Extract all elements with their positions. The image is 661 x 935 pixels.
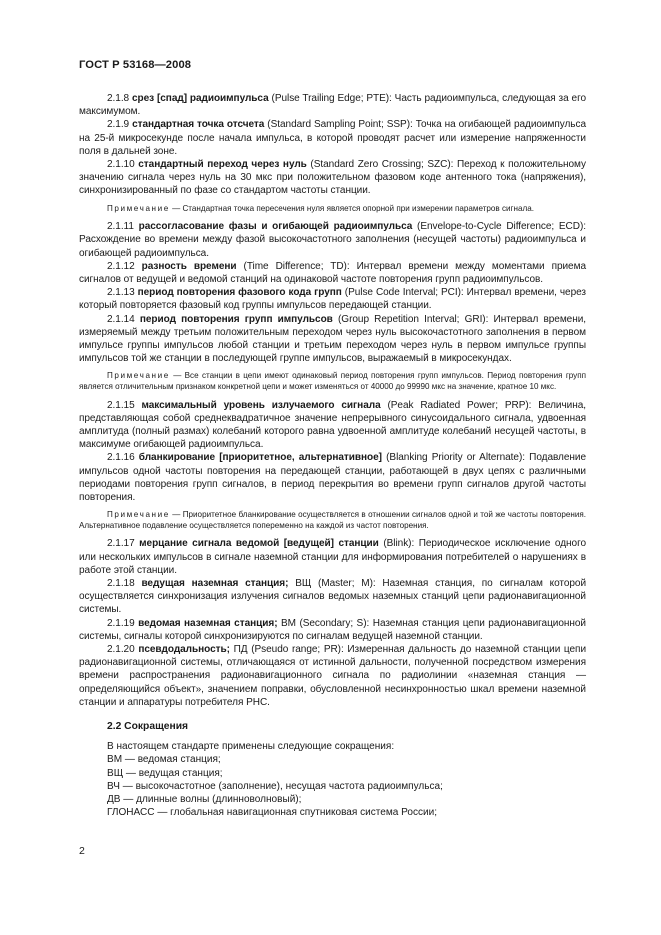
clause-2-1-12 bbox=[79, 260, 586, 286]
abbreviation-item: ВЧ — высокочастотное (заполнение), несущая частота радиоимпульса; bbox=[107, 780, 443, 792]
clause-number: 2.1.16 bbox=[107, 452, 139, 464]
clause-term: рассогласование фазы и огибающей радиоимпульса bbox=[138, 221, 413, 233]
clause-number: 2.1.10 bbox=[107, 159, 139, 171]
clause-2-1-8 bbox=[79, 92, 586, 118]
clause-term: стандартная точка отсчета bbox=[132, 119, 265, 131]
clause-number: 2.1.20 bbox=[107, 644, 139, 656]
clause-term: бланкирование [приоритетное, альтернативное] bbox=[138, 452, 382, 464]
clause-2-1-20 bbox=[79, 643, 586, 709]
clause-number: 2.1.9 bbox=[107, 119, 133, 131]
note-text: — Приоритетное бланкирование осуществляется в отношении сигналов одной и той же частоты повторения. Альтернативное подавление осуществляется попеременно на каждой из частот повторения. bbox=[79, 510, 586, 530]
clause-2-1-9 bbox=[79, 118, 586, 158]
clause-term: псевдодальность; bbox=[138, 644, 230, 656]
section-heading-abbreviations: 2.2 Сокращения bbox=[107, 721, 189, 733]
clause-term: ведомая наземная станция; bbox=[138, 617, 278, 629]
note-group-repetition bbox=[79, 371, 586, 392]
clause-number: 2.1.13 bbox=[107, 287, 138, 299]
clause-number: 2.1.17 bbox=[107, 538, 140, 550]
page-number: 2 bbox=[79, 845, 85, 857]
clause-term: период повторения фазового кода групп bbox=[137, 287, 342, 299]
clause-2-1-14 bbox=[79, 313, 586, 366]
clause-number: 2.1.11 bbox=[107, 221, 139, 233]
clause-text: (Standard Zero Crossing; SZC): Переход к положительному значению сигнала через нуль на 30 мкс при положительном фазовом коде антенного тока (напряжения), синхронизированный по фазе со стандартом частоты станции. bbox=[79, 159, 587, 197]
clause-number: 2.1.19 bbox=[107, 617, 139, 629]
clause-text: (Group Repetition Interval; GRI): Интервал времени, измеряемый между третьим положительным переходом через нуль высокочастотного заполнения в первом импульсе группы импульсов любой станции и третьим переходом через нуль в первом импульсе группы импульсов той же станции в последующей группе импульсов, выражаемый в микросекундах. bbox=[79, 313, 587, 365]
clause-2-1-15 bbox=[79, 399, 586, 452]
clause-term: стандартный переход через нуль bbox=[138, 159, 307, 171]
document-body bbox=[79, 92, 586, 819]
clause-number: 2.1.12 bbox=[107, 260, 142, 272]
abbreviation-item: ГЛОНАСС — глобальная навигационная спутниковая система России; bbox=[107, 807, 438, 819]
clause-text: (Peak Radiated Power; PRP): Величина, представляющая собой среднеквадратичное значение непрерывного синусоидального сигнала, удвоенная амплитуда (полный размах) колебаний которого равна удвоенной амплитуде колебаний несущей частоты, в максимуме огибающей радиоимпульса. bbox=[79, 399, 586, 451]
clause-number: 2.1.18 bbox=[107, 578, 142, 590]
clause-term: период повторения групп импульсов bbox=[139, 313, 333, 325]
note-zero-crossing bbox=[79, 204, 586, 215]
clause-2-1-19 bbox=[79, 617, 586, 643]
note-label: Примечание bbox=[107, 510, 170, 520]
clause-term: срез [спад] радиоимпульса bbox=[131, 93, 269, 104]
clause-text: ВМ (Secondary; S): Наземная станция цепи радионавигационной системы, сигналы которой синхронизируются по сигналам ведущей наземной станции. bbox=[79, 617, 586, 642]
note-text: — Стандартная точка пересечения нуля является опорной при измерении параметров сигнала. bbox=[169, 203, 534, 213]
abbreviation-item: ВЩ — ведущая станция; bbox=[107, 767, 223, 779]
clause-number: 2.1.8 bbox=[107, 93, 132, 104]
clause-2-1-18 bbox=[79, 577, 586, 617]
abbreviation-item: ВМ — ведомая станция; bbox=[107, 754, 221, 766]
clause-text: (Envelope-to-Cycle Difference; ECD): Расхождение во времени между фазой высокочастотного заполнения (несущей частоты) радиоимпульса и огибающей радиоимпульса. bbox=[79, 221, 586, 259]
document-header: ГОСТ Р 53168—2008 bbox=[79, 59, 192, 71]
clause-text: (Blink): Периодическое исключение одного или нескольких импульсов в сигнале наземной станции для информирования потребителей о нарушениях в работе этой станции. bbox=[79, 538, 586, 576]
clause-text: (Pulse Trailing Edge; PTE): Часть радиоимпульса, следующая за его максимумом. bbox=[79, 93, 586, 118]
clause-2-1-16 bbox=[79, 451, 586, 504]
clause-term: разность времени bbox=[141, 260, 237, 272]
note-label: Примечание bbox=[107, 203, 170, 213]
clause-number: 2.1.14 bbox=[107, 313, 140, 325]
clause-text: ПД (Pseudo range; PR): Измеренная дальность до наземной станции цепи радионавигационной системы, отличающаяся от истинной дальности, полученной посредством измерения времени распространения радионавигационного сигнала по радиолинии «наземная станция — определяющийся объект», значением поправки, обусловленной несинхронностью шкал времени наземной станции и аппаратуры потребителя РНС. bbox=[79, 644, 587, 708]
clause-text: (Standard Sampling Point; SSP): Точка на огибающей радиоимпульса на 25-й микросекунде после начала импульса, в которой проводят расчет или измерение напряженности поля в дальней зоне. bbox=[79, 119, 587, 157]
clause-2-1-17 bbox=[79, 537, 586, 577]
note-label: Примечание bbox=[107, 371, 170, 381]
note-text: — Все станции в цепи имеют одинаковый период повторения групп импульсов. Период повторения групп является отличительным признаком конкретной цепи и может изменяться от 40000 до 99990 мкс на значение, кратное 10 мкс. bbox=[79, 371, 586, 392]
clause-text: (Blanking Priority or Alternate): Подавление импульсов одной частоты повторения на передающей станции, работающей в двух цепях с различными периодами повторения групп сигналов, в период перекрытия во времени групп сигналов другой частоты повторения. bbox=[79, 452, 586, 504]
clause-text: (Pulse Code Interval; PCI): Интервал времени, через который повторяется фазовый код группы импульсов передающей станции. bbox=[79, 287, 586, 312]
clause-2-1-10 bbox=[79, 158, 586, 198]
abbreviation-item: ДВ — длинные волны (длинноволновый); bbox=[107, 793, 302, 805]
abbreviations-intro: В настоящем стандарте применены следующие сокращения: bbox=[107, 741, 395, 753]
clause-2-1-13 bbox=[79, 286, 586, 312]
clause-2-1-11 bbox=[79, 220, 586, 260]
clause-term: ведущая наземная станция; bbox=[141, 578, 289, 590]
clause-term: мерцание сигнала ведомой [ведущей] станции bbox=[139, 538, 379, 550]
clause-text: (Time Difference; TD): Интервал времени между моментами приема сигналов от ведущей и ведомой станций на одинаковой частоте повторения групп радиоимпульсов. bbox=[79, 260, 586, 286]
note-blanking bbox=[79, 510, 586, 531]
clause-term: максимальный уровень излучаемого сигнала bbox=[141, 399, 381, 411]
clause-text: ВЩ (Master; M): Наземная станция, по сигналам которой осуществляется синхронизация излучения сигналов ведомых наземных станций цепи радионавигационной системы. bbox=[79, 578, 587, 616]
clause-number: 2.1.15 bbox=[107, 399, 142, 411]
